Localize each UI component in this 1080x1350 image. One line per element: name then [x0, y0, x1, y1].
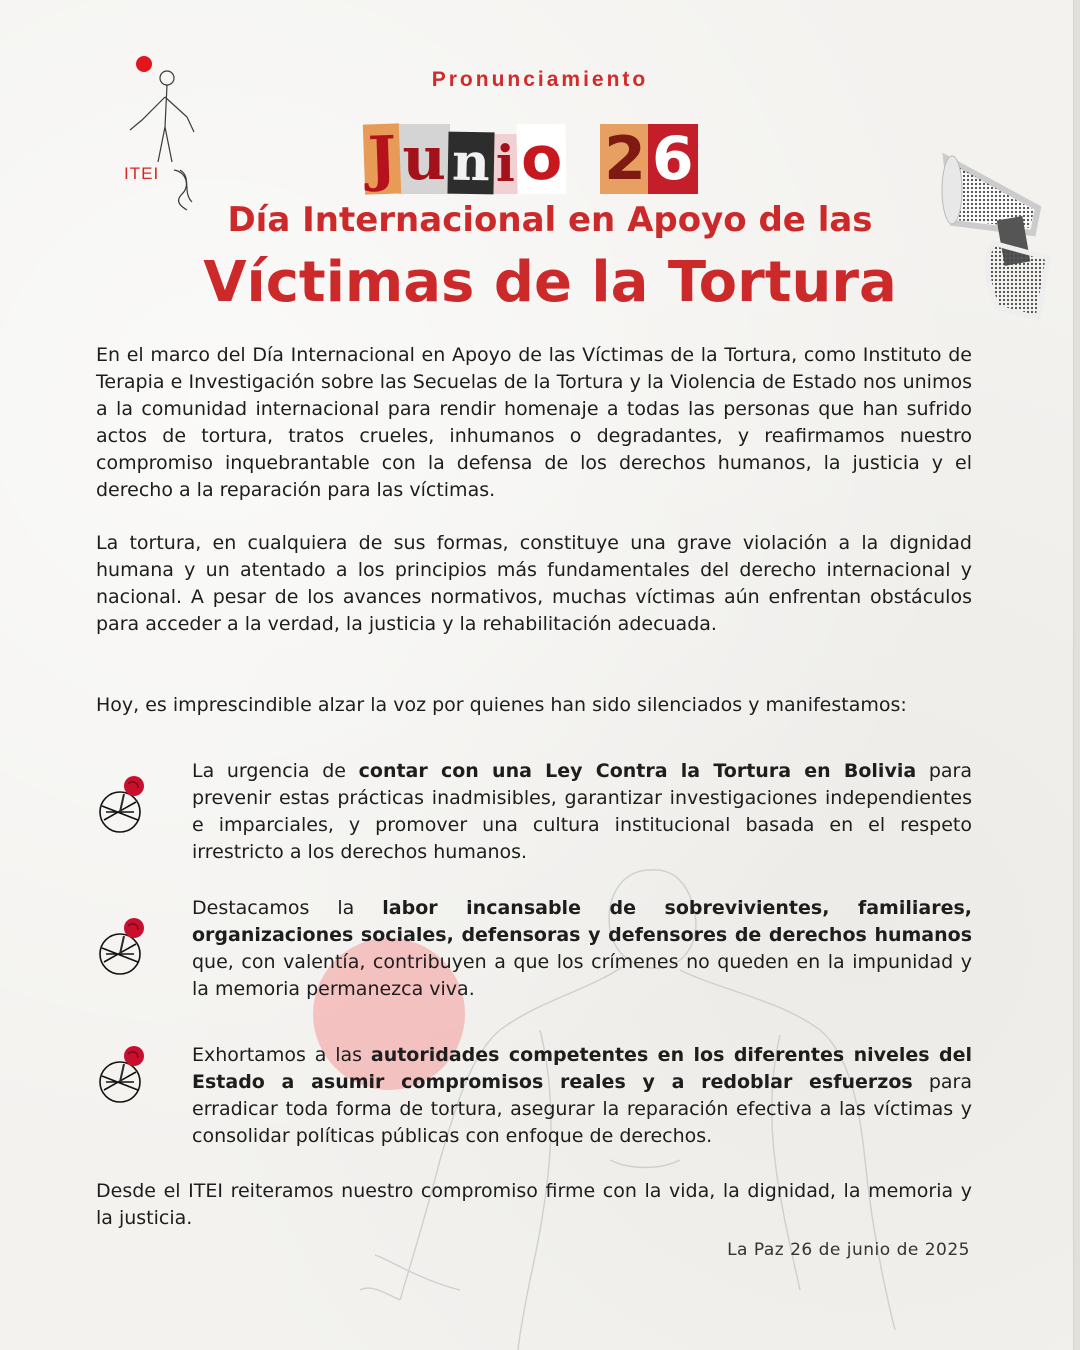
collage-letter-i: i [492, 134, 519, 194]
logo-text: ITEI [124, 164, 160, 183]
paragraph-intro: En el marco del Día Internacional en Apoyo de las Víctimas de la Tortura, como Instituto de Terapia e Investigación sobre las Secuelas de la Tortura y la Violencia de Estado nos unimos a la comunidad internacional para rendir homenaje a todas las personas que han sufrido actos de tortura, tratos crueles, inhumanos o degradantes, y reafirmamos nuestro compromiso inquebrantable con la defensa de los derechos humanos, la justicia y el derecho a la reparación para las víctimas. [96, 344, 972, 501]
megaphone-icon [938, 138, 1058, 328]
paragraph-declaration: Hoy, es imprescindible alzar la voz por quienes han sido silenciados y manifestamos: [96, 694, 907, 716]
collage-digit-6: 6 [648, 124, 698, 194]
date-collage-title [364, 118, 696, 194]
eyebrow-label: Pronunciamiento [431, 68, 649, 91]
collage-digit-2: 2 [600, 124, 650, 194]
page-subtitle: Día Internacional en Apoyo de las [227, 200, 873, 240]
bullet-law: La urgencia de contar con una Ley Contra la Tortura en Bolivia para prevenir estas prácticas inadmisibles, garantizar investigaciones independientes e imparciales, y promover una cultura institucional basada en el respeto irrestricto a los derechos humanos. [192, 760, 972, 863]
rose-barbed-wire-icon [94, 1042, 156, 1108]
collage-letter-u: u [398, 124, 450, 194]
collage-letter-o: o [516, 124, 566, 195]
collage-letter-n: n [447, 132, 494, 195]
paragraph-closing: Desde el ITEI reiteramos nuestro compromiso firme con la vida, la dignidad, la memoria y la justicia. [96, 1180, 972, 1229]
signature-date: La Paz 26 de junio de 2025 [727, 1240, 970, 1260]
collage-letter-j: J [363, 123, 402, 194]
bullet-recognition: Destacamos la labor incansable de sobrevivientes, familiares, organizaciones sociales, defensoras y defensores de derechos humanos que, con valentía, contribuyen a que los crímenes no queden en la impunidad y la memoria permanezca viva. [192, 897, 972, 1000]
rose-barbed-wire-icon [94, 914, 156, 980]
paragraph-torture: La tortura, en cualquiera de sus formas, constituye una grave violación a la dignidad humana y un atentado a los principios más fundamentales del derecho internacional y nacional. A pesar de los avances normativos, muchas víctimas aún enfrentan obstáculos para acceder a la verdad, la justicia y la rehabilitación adecuada. [96, 532, 972, 635]
bullet-authorities: Exhortamos a las autoridades competentes en los diferentes niveles del Estado a asumir compromisos reales y a redoblar esfuerzos para erradicar toda forma de tortura, asegurar la reparación efectiva a las víctimas y consolidar políticas públicas con enfoque de derechos. [192, 1044, 973, 1147]
page-title: Víctimas de la Tortura [203, 250, 897, 315]
rose-barbed-wire-icon [94, 772, 156, 838]
